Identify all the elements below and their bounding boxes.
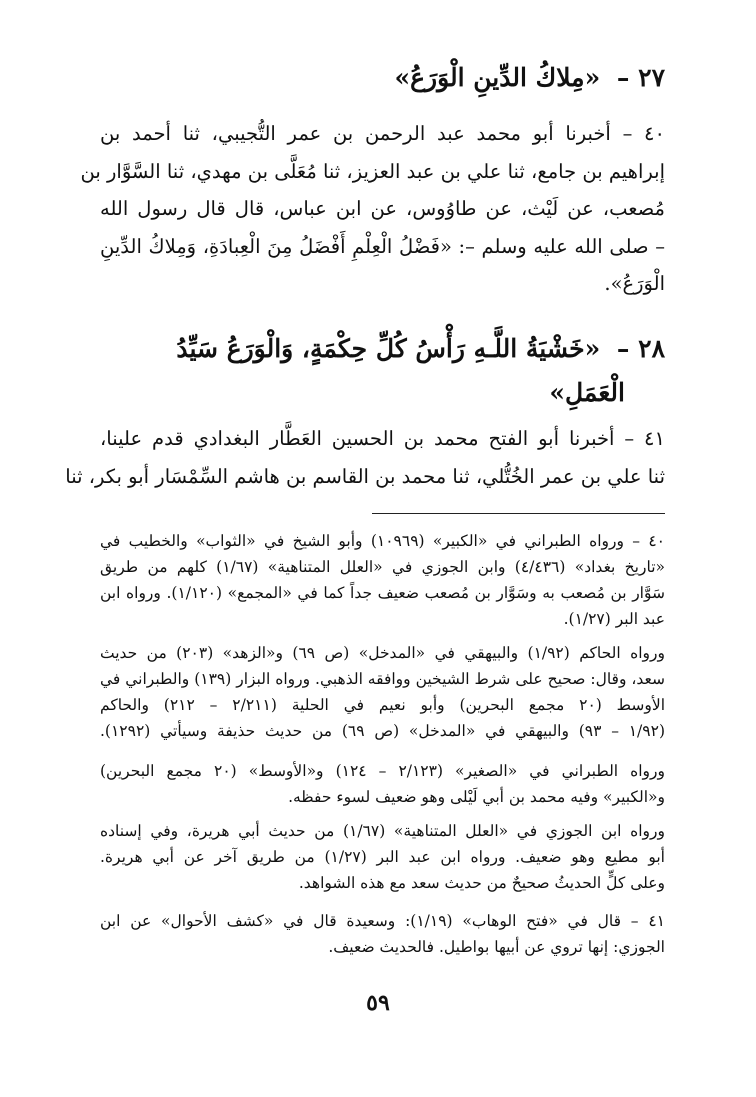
text-line: مُصعب، عن لَيْث، عن طاوُوس، عن ابن عباس، قال قال رسول الله [100,197,665,220]
hadith-40 [80,115,665,303]
heading-text: «خَشْيَةُ اللَّـهِ رَأْسُ كُلِّ حِكْمَةٍ، وَالْوَرَعُ سَيِّدُ [176,334,601,363]
footnote-line: الجوزي: إنها تروي عن أبيها بواطيل. فالحديث ضعيف. [328,938,665,956]
footnote-line: أبو مطيع وهو ضعيف. ورواه ابن عبد البر (١/٢٧) من طريق آخر عن أبي هريرة. [100,848,665,866]
footnote-line: ٤٠ – ورواه الطبراني في «الكبير» (١٠٩٦٩) وأبو الشيخ في «الثواب» والخطيب في [100,532,665,550]
footnote-line: «تاريخ بغداد» (٤/٤٣٦) وابن الجوزي في «العلل المتناهية» (١/٦٧) كلهم من طريق [100,558,665,576]
footnote-line: (١/٩٢ – ٩٣) والبيهقي في «المدخل» (ص ٦٩) من حديث حذيفة وسيأتي (١٢٩٢). [100,722,665,740]
page-number: ٥٩ [366,990,390,1016]
heading-text-continued: الْعَمَلِ» [549,378,625,407]
footnote-40-tabarani [100,758,665,810]
hadith-41 [65,420,665,495]
footnote-line: عبد البر (١/٢٧). [563,610,665,628]
footnote-line: الأوسط (٢٠ مجمع البحرين) وأبو نعيم في الحلية (٢/٢١١ – ٢١٢) والحاكم [100,696,666,714]
section-heading-28 [100,327,665,415]
footnote-line: وعلى كلٍّ الحديثُ صحيحٌ من حديث سعد مع هذه الشواهد. [298,874,665,892]
text-line: ٤١ – أخبرنا أبو الفتح محمد بن الحسين العَطَّار البغدادي قدم علينا، [100,427,665,450]
heading-text: «مِلاكُ الدِّينِ الْوَرَعُ» [394,63,601,92]
footnote-line: ورواه ابن الجوزي في «العلل المتناهية» (١/٦٧) من حديث أبي هريرة، وفي إسناده [100,822,665,840]
section-heading-27 [100,56,665,100]
footnote-40-ibn-jawzi [100,818,665,896]
footnote-line: ٤١ – قال في «فتح الوهاب» (١/١٩): وسعيدة قال في «كشف الأحوال» عن ابن [100,912,665,930]
heading-number: ٢٧ – [616,63,665,92]
footnote-line: سعد، وقال: صحيح على شرط الشيخين ووافقه الذهبي. ورواه البزار (١٣٩) والطبراني في [100,670,665,688]
footnote-40-hakim [100,640,665,744]
text-line: ثنا علي بن عمر الخُتُّلي، ثنا محمد بن القاسم بن هاشم السِّمْسَار أبو بكر، ثنا [65,464,665,488]
footnote-line: سَوَّار بن مُصعب به وسَوَّار بن مُصعب ضعيف جداً كما في «المجمع» (١/١٢٠). ورواه ابن [100,584,665,602]
text-line: الْوَرَعُ». [604,272,665,295]
heading-line [100,327,665,371]
heading-number: ٢٨ – [616,334,665,363]
footnote-line: ورواه الحاكم (١/٩٢) والبيهقي في «المدخل» (ص ٦٩) و«الزهد» (٢٠٣) من حديث [100,644,665,662]
footnote-line: ورواه الطبراني في «الصغير» (٢/١٢٣ – ١٢٤) و«الأوسط» (٢٠ مجمع البحرين) [100,762,666,780]
footnote-41 [100,908,665,960]
footnote-line: و«الكبير» وفيه محمد بن أبي لَيْلى وهو ضعيف لسوء حفظه. [288,788,665,806]
text-line: – صلى الله عليه وسلم –: «فَضْلُ الْعِلْمِ أَفْضَلُ مِنَ الْعِبادَةِ، وَمِلاكُ الدِّينِ [100,234,665,258]
footnote-40 [100,528,665,632]
footnote-separator [372,513,665,514]
text-line: ٤٠ – أخبرنا أبو محمد عبد الرحمن بن عمر التُّجيبي، ثنا أحمد بن [100,122,665,145]
text-line: إبراهيم بن جامع، ثنا علي بن عبد العزيز، ثنا مُعَلَّى بن مهدي، ثنا السَّوَّار بن [80,159,665,183]
